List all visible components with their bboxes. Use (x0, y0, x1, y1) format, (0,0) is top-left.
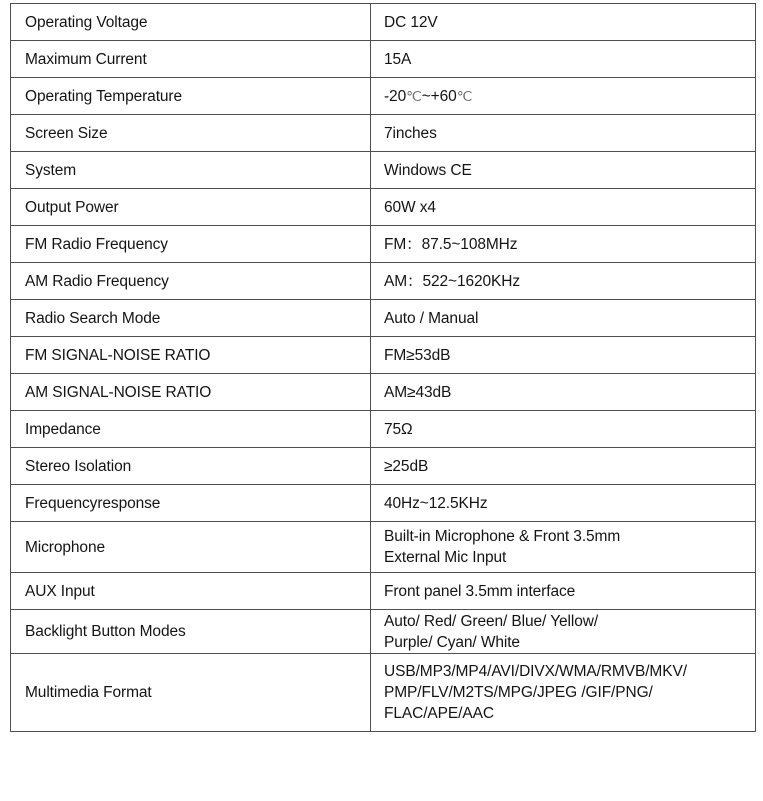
spec-value-cell (371, 41, 756, 78)
spec-label-cell: Frequencyresponse (11, 485, 371, 522)
specification-table-body (11, 4, 756, 732)
table-row (11, 411, 756, 448)
spec-value-cell (371, 300, 756, 337)
spec-value-cell (371, 485, 756, 522)
spec-value-cell (371, 152, 756, 189)
spec-value-cell (371, 411, 756, 448)
spec-label-cell: Impedance (11, 411, 371, 448)
table-row (11, 573, 756, 610)
spec-value-cell (371, 189, 756, 226)
table-row (11, 263, 756, 300)
spec-value-cell (371, 226, 756, 263)
spec-label-cell: AM Radio Frequency (11, 263, 371, 300)
spec-label-cell: Multimedia Format (11, 654, 371, 732)
celsius-glyph: ℃ (456, 87, 473, 104)
specification-table-container (10, 3, 755, 732)
spec-value-cell (371, 573, 756, 610)
table-row (11, 522, 756, 573)
spec-value-line: Auto/ Red/ Green/ Blue/ Yellow/ (384, 612, 599, 630)
spec-label-cell: Screen Size (11, 115, 371, 152)
table-row (11, 654, 756, 732)
table-row (11, 448, 756, 485)
spec-value-cell (371, 374, 756, 411)
spec-value-line: FM：87.5~108MHz (384, 235, 518, 253)
spec-value-line: USB/MP3/MP4/AVI/DIVX/WMA/RMVB/MKV/ (384, 663, 687, 680)
table-row (11, 152, 756, 189)
spec-label-cell: AUX Input (11, 573, 371, 610)
table-row (11, 610, 756, 654)
spec-label-cell: Maximum Current (11, 41, 371, 78)
spec-value-line: FLAC/APE/AAC (384, 705, 494, 722)
celsius-glyph: ℃ (406, 87, 422, 104)
specification-table (10, 3, 756, 732)
spec-value-cell (371, 522, 756, 573)
spec-value-cell (371, 337, 756, 374)
spec-value-line: Windows CE (384, 161, 472, 179)
spec-label-cell: FM SIGNAL-NOISE RATIO (11, 337, 371, 374)
table-row (11, 78, 756, 115)
table-row (11, 337, 756, 374)
spec-value-line: 7inches (384, 124, 437, 142)
table-row (11, 485, 756, 522)
table-row (11, 4, 756, 41)
spec-value-line: 40Hz~12.5KHz (384, 494, 488, 512)
spec-value-cell (371, 448, 756, 485)
spec-value-line: ≥25dB (384, 457, 429, 475)
spec-value-cell (371, 610, 756, 654)
spec-label-cell: Backlight Button Modes (11, 610, 371, 654)
spec-value-line: FM≥53dB (384, 346, 451, 364)
spec-value-line: 60W x4 (384, 198, 436, 216)
spec-value-line: AM≥43dB (384, 383, 452, 401)
spec-value-line: DC 12V (384, 13, 438, 31)
table-row (11, 374, 756, 411)
spec-label-cell: FM Radio Frequency (11, 226, 371, 263)
spec-value-cell (371, 78, 756, 115)
spec-value-line: Auto / Manual (384, 309, 479, 327)
table-row (11, 300, 756, 337)
spec-value-line: 75Ω (384, 420, 413, 438)
spec-value-line: Built-in Microphone & Front 3.5mm (384, 528, 621, 545)
spec-value-line: Purple/ Cyan/ White (384, 633, 520, 651)
spec-value-cell (371, 4, 756, 41)
spec-label-cell: Operating Temperature (11, 78, 371, 115)
spec-label-cell: Radio Search Mode (11, 300, 371, 337)
spec-label-cell: Operating Voltage (11, 4, 371, 41)
spec-label-cell: Stereo Isolation (11, 448, 371, 485)
spec-label-cell: Output Power (11, 189, 371, 226)
spec-value-cell (371, 115, 756, 152)
spec-label-cell: Microphone (11, 522, 371, 573)
spec-label-cell: AM SIGNAL-NOISE RATIO (11, 374, 371, 411)
spec-value-cell (371, 263, 756, 300)
spec-value-line: AM：522~1620KHz (384, 272, 521, 290)
table-row (11, 41, 756, 78)
spec-value-line: Front panel 3.5mm interface (384, 582, 576, 600)
table-row (11, 226, 756, 263)
spec-value-line: 15A (384, 50, 412, 68)
spec-value-line: PMP/FLV/M2TS/MPG/JPEG /GIF/PNG/ (384, 684, 653, 701)
spec-value-cell (371, 654, 756, 732)
table-row (11, 189, 756, 226)
table-row (11, 115, 756, 152)
spec-label-cell: System (11, 152, 371, 189)
spec-value-line: -20℃~+60℃ (384, 87, 473, 105)
spec-value-line: External Mic Input (384, 549, 507, 566)
